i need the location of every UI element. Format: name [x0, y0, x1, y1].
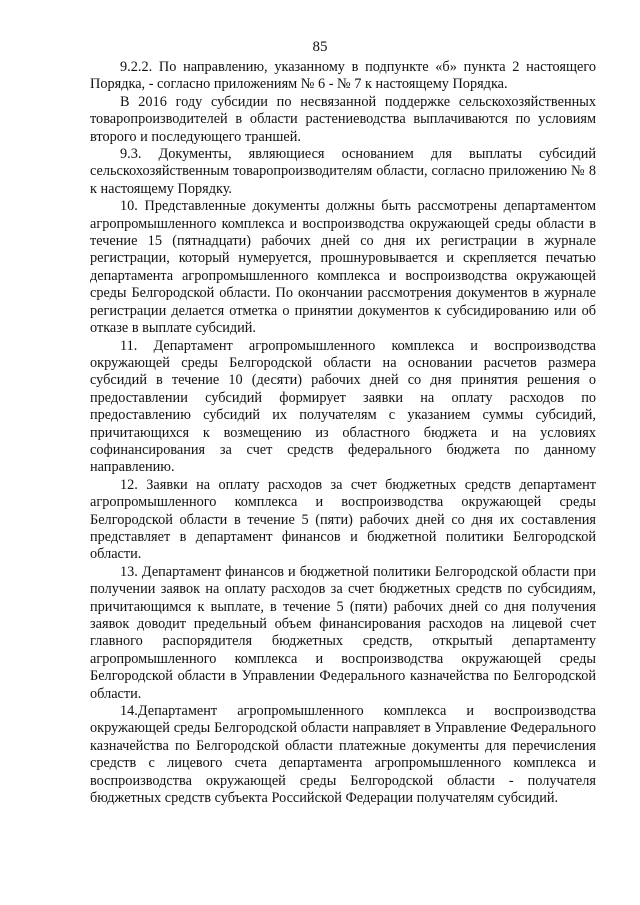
- paragraph-9-3: 9.3. Документы, являющиеся основанием для выплаты субсидий сельскохозяйственным товаропроизводителям области, согласно приложению № 8 к настоящему Порядку.: [90, 146, 596, 197]
- page-number: 85: [312, 39, 328, 55]
- paragraph-9-2-2: 9.2.2. По направлению, указанному в подпункте «б» пункта 2 настоящего Порядка, - согласно приложениям № 6 - № 7 к настоящему Порядка.: [90, 59, 596, 93]
- paragraph-14: 14.Департамент агропромышленного комплекса и воспроизводства окружающей среды Белгородской области направляет в Управление Федерального казначейства по Белгородской области платежные документы для перечисления средств с лицевого счета департамента агропромышленного комплекса и воспроизводства окружающей среды Белгородской области - получателя бюджетных средств субъекта Российской Федерации получателям субсидий.: [90, 703, 596, 807]
- paragraph-11: 11. Департамент агропромышленного комплекса и воспроизводства окружающей среды Белгородской области на основании расчетов размера субсидий в течение 10 (десяти) рабочих дней со дня принятия решения о предоставлении субсидий формирует заявки на оплату расходов по предоставлению субсидий их получателям с указанием суммы субсидий, причитающихся к возмещению из областного бюджета и на условиях софинансирования за счет средств федерального бюджета по данному направлению.: [90, 337, 596, 476]
- paragraph-2016-subsidies: В 2016 году субсидии по несвязанной поддержке сельскохозяйственных товаропроизводителей в области растениеводства выплачиваются по условиям второго и последующего траншей.: [90, 93, 596, 145]
- paragraph-13: 13. Департамент финансов и бюджетной политики Белгородской области при получении заявок на оплату расходов за счет бюджетных средств по субсидиям, причитающимся к выплате, в течение 5 (пяти) рабочих дней со дня получения заявок доводит предельный объем финансирования расходов на лицевой счет главного распорядителя бюджетных средств, открытый департаменту агропромышленного комплекса и воспроизводства окружающей среды Белгородской области в Управлении Федерального казначейства по Белгородской области.: [90, 563, 596, 702]
- document-body: [90, 59, 596, 807]
- paragraph-12: 12. Заявки на оплату расходов за счет бюджетных средств департамент агропромышленного комплекса и воспроизводства окружающей среды Белгородской области в течение 5 (пяти) рабочих дней со дня их составления представляет в департамент финансов и бюджетной политики Белгородской области.: [90, 476, 596, 563]
- paragraph-10: 10. Представленные документы должны быть рассмотрены департаментом агропромышленного комплекса и воспроизводства окружающей среды области в течение 15 (пятнадцати) рабочих дней со дня их регистрации в журнале регистрации, который нумеруется, прошнуровывается и скрепляется печатью департамента агропромышленного комплекса и воспроизводства окружающей среды Белгородской области. По окончании рассмотрения документов в журнале регистрации делается отметка о принятии документов к субсидированию или об отказе в выплате субсидий.: [90, 198, 596, 337]
